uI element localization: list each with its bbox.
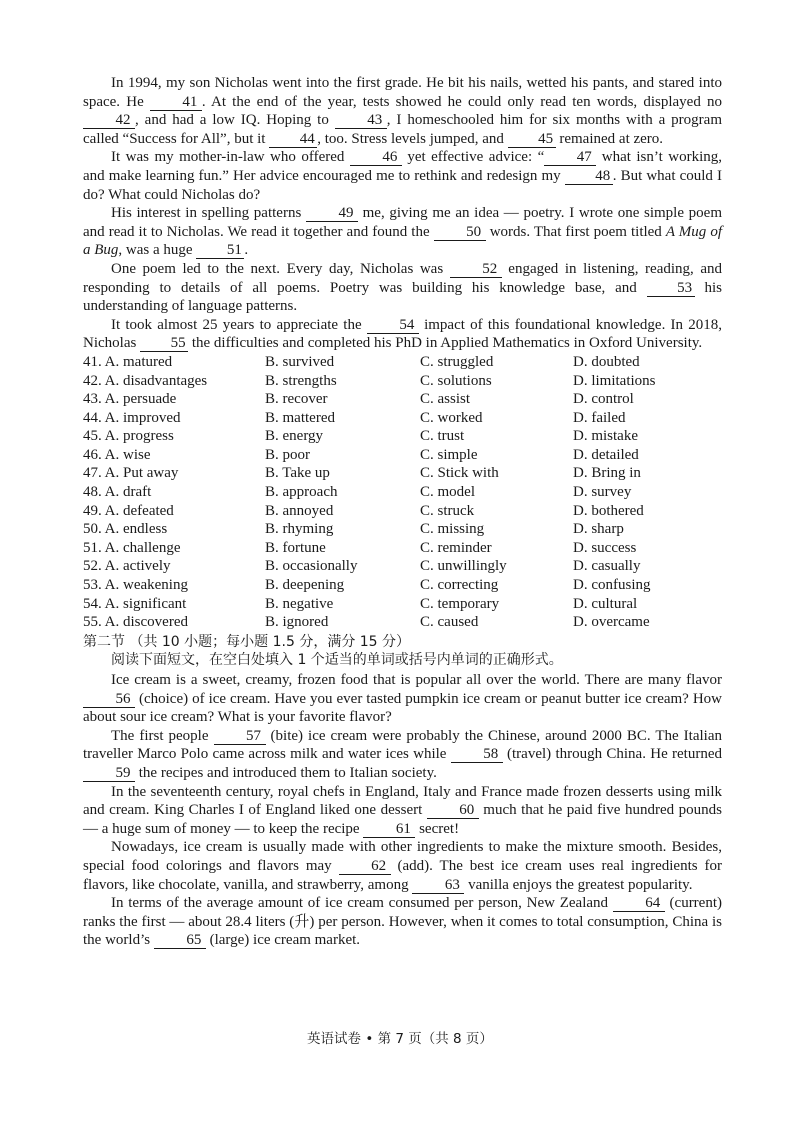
- option-row: [83, 390, 722, 409]
- option-a: 48. A. draft: [83, 484, 152, 501]
- option-d: D. casually: [573, 558, 641, 575]
- passage-text: what isn’t working, and make learning fun.” Her advice encouraged me to rethink and redesign my: [83, 149, 722, 184]
- option-d: D. Bring in: [573, 465, 641, 482]
- blank-63: 63: [412, 878, 464, 894]
- option-c: C. simple: [420, 446, 478, 463]
- passage-text: (travel) through China. He returned: [502, 746, 723, 763]
- option-row: [83, 502, 722, 521]
- option-b: B. deepening: [265, 577, 345, 594]
- option-a: 45. A. progress: [83, 428, 174, 445]
- blank-65: 65: [154, 933, 206, 949]
- blank-53: 53: [647, 281, 695, 297]
- section-heading: 第二节 （共 10 小题；每小题 1.5 分，满分 15 分）: [83, 633, 411, 650]
- answer-options: [83, 353, 722, 632]
- option-b: B. mattered: [265, 409, 335, 426]
- option-c: C. assist: [420, 391, 471, 408]
- option-row: [83, 576, 722, 595]
- option-row: [83, 613, 722, 632]
- option-b: B. strengths: [265, 372, 337, 389]
- option-a: 43. A. persuade: [83, 391, 177, 408]
- passage-text: In 1994, my son Nicholas went into the first grade. He bit his nails, wetted his pants, and stared into space. He: [83, 75, 722, 110]
- option-d: D. control: [573, 391, 634, 408]
- paragraph: [83, 783, 722, 839]
- option-row: [83, 409, 722, 428]
- passage-text: .: [244, 242, 249, 259]
- option-row: [83, 372, 722, 391]
- option-d: D. doubted: [573, 353, 640, 370]
- option-a: 47. A. Put away: [83, 465, 179, 482]
- option-c: C. correcting: [420, 577, 499, 594]
- option-b: B. negative: [265, 595, 334, 612]
- option-a: 41. A. matured: [83, 353, 173, 370]
- passage-text: It was my mother-in-law who offered: [111, 149, 350, 166]
- passage-text: In the seventeenth century, royal chefs in England, Italy and France made frozen desserts using milk and cream. King Charles I of England liked one dessert: [83, 783, 722, 819]
- passage-text: , and had a low IQ. Hoping to: [135, 112, 335, 129]
- passage-text: (large) ice cream market.: [205, 932, 361, 949]
- passage-text: vanilla enjoys the greatest popularity.: [464, 876, 693, 893]
- passage-text: Ice cream is a sweet, creamy, frozen food that is popular all over the world. There are many flavor: [111, 672, 722, 688]
- option-c: C. Stick with: [420, 465, 499, 482]
- passage-text: (add). The best ice cream uses real ingredients for flavors, like chocolate, vanilla, and strawberry, among: [83, 857, 722, 893]
- blank-49: 49: [306, 206, 358, 222]
- option-a: 46. A. wise: [83, 446, 151, 463]
- paragraph: [83, 316, 722, 353]
- option-a: 55. A. discovered: [83, 614, 188, 631]
- option-a: 44. A. improved: [83, 409, 181, 426]
- option-c: C. solutions: [420, 372, 492, 389]
- option-c: C. missing: [420, 521, 485, 538]
- option-row: [83, 483, 722, 502]
- paragraph: [83, 671, 722, 727]
- option-row: [83, 446, 722, 465]
- option-d: D. limitations: [573, 372, 656, 389]
- option-d: D. bothered: [573, 502, 644, 519]
- option-row: [83, 539, 722, 558]
- blank-45: 45: [508, 132, 556, 148]
- blank-60: 60: [427, 803, 479, 819]
- passage-text: much that he paid five hundred pounds — a huge sum of money — to keep the recipe: [83, 802, 722, 837]
- passage-text: , I homeschooled him for six months with a program called “Success for All”, but it: [83, 112, 722, 147]
- option-b: B. poor: [265, 446, 310, 463]
- paragraph: [83, 148, 722, 204]
- passage-text: , too. Stress levels jumped, and: [317, 130, 508, 147]
- paragraph: [83, 74, 722, 148]
- passage-text: The first people: [111, 727, 214, 744]
- passage-text: . At the end of the year, tests showed he could only read ten words, displayed no: [201, 93, 722, 110]
- passage-text: the difficulties and completed his PhD in Applied Mathematics in Oxford University.: [188, 335, 703, 352]
- option-a: 52. A. actively: [83, 558, 171, 575]
- passage-text: the recipes and introduced them to Italian society.: [135, 764, 437, 781]
- option-a: 51. A. challenge: [83, 539, 181, 556]
- option-b: B. survived: [265, 353, 335, 370]
- option-d: D. success: [573, 539, 637, 556]
- passage-text: In terms of the average amount of ice cream consumed per person, New Zealand: [111, 895, 613, 912]
- option-row: [83, 557, 722, 576]
- option-c: C. caused: [420, 614, 479, 631]
- blank-44: 44: [269, 132, 317, 148]
- passage-text: secret!: [415, 820, 460, 837]
- paragraph: [83, 260, 722, 316]
- option-d: D. cultural: [573, 595, 638, 612]
- paragraph: [83, 894, 722, 950]
- blank-54: 54: [367, 318, 419, 334]
- option-a: 53. A. weakening: [83, 577, 188, 594]
- passage-text: (current) ranks the first — about 28.4 liters (升) per person. However, when it comes to total consumption, China is the world’s: [83, 895, 722, 949]
- passage-text: engaged in listening, reading, and responding to details of all poems. Poetry was building his knowledge base, and: [83, 260, 722, 296]
- option-c: C. reminder: [420, 539, 492, 556]
- blank-43: 43: [335, 113, 387, 129]
- blank-52: 52: [450, 262, 502, 278]
- option-c: C. model: [420, 484, 475, 501]
- blank-57: 57: [214, 729, 266, 745]
- option-d: D. confusing: [573, 577, 651, 594]
- option-d: D. sharp: [573, 521, 624, 538]
- option-d: D. detailed: [573, 446, 639, 463]
- option-b: B. occasionally: [265, 558, 358, 575]
- option-d: D. survey: [573, 484, 632, 501]
- paragraph: [83, 727, 722, 783]
- option-row: [83, 464, 722, 483]
- option-b: B. fortune: [265, 539, 326, 556]
- paragraph: [83, 838, 722, 894]
- passage-text: his understanding of language patterns.: [83, 279, 722, 315]
- option-d: D. failed: [573, 409, 626, 426]
- cloze-passage: [83, 74, 722, 353]
- blank-64: 64: [613, 896, 665, 912]
- option-a: 54. A. significant: [83, 595, 187, 612]
- option-row: [83, 595, 722, 614]
- option-row: [83, 427, 722, 446]
- passage-text: words. That first poem titled: [485, 223, 666, 240]
- page-footer: 英语试卷 • 第 7 页（共 8 页）: [307, 1031, 493, 1047]
- blank-50: 50: [434, 225, 486, 241]
- option-b: B. rhyming: [265, 521, 334, 538]
- passage-text: One poem led to the next. Every day, Nicholas was: [111, 260, 450, 277]
- blank-61: 61: [363, 822, 415, 838]
- option-row: [83, 353, 722, 372]
- option-c: C. struck: [420, 502, 475, 519]
- option-c: C. temporary: [420, 595, 500, 612]
- option-d: D. mistake: [573, 428, 638, 445]
- blank-51: 51: [196, 243, 244, 259]
- blank-41: 41: [150, 95, 202, 111]
- option-a: 50. A. endless: [83, 521, 168, 538]
- option-b: B. approach: [265, 484, 338, 501]
- option-c: C. struggled: [420, 353, 494, 370]
- option-c: C. unwillingly: [420, 558, 507, 575]
- option-b: B. recover: [265, 391, 328, 408]
- option-d: D. overcame: [573, 614, 650, 631]
- blank-56: 56: [83, 692, 135, 708]
- blank-62: 62: [339, 859, 391, 875]
- option-a: 42. A. disadvantages: [83, 372, 208, 389]
- grammar-passage: [83, 671, 722, 950]
- passage-text: . But what could I do? What could Nicholas do?: [83, 167, 722, 203]
- option-a: 49. A. defeated: [83, 502, 174, 519]
- blank-55: 55: [140, 336, 188, 352]
- option-b: B. ignored: [265, 614, 329, 631]
- paragraph: [83, 204, 722, 260]
- passage-text: remained at zero.: [555, 130, 664, 147]
- blank-59: 59: [83, 766, 135, 782]
- passage-text: His interest in spelling patterns: [111, 205, 306, 222]
- passage-text: Nowadays, ice cream is usually made with other ingredients to make the mixture smooth. Besides, special food colorings and flavors may: [83, 839, 722, 874]
- passage-text: , was a huge: [118, 242, 197, 259]
- blank-48: 48: [565, 169, 613, 185]
- blank-58: 58: [451, 747, 503, 763]
- passage-text: It took almost 25 years to appreciate the: [111, 316, 367, 333]
- blank-46: 46: [350, 150, 402, 166]
- poem-title: A Mug of a Bug: [83, 223, 722, 259]
- passage-text: me, giving me an idea — poetry. I wrote one simple poem and read it to Nicholas. We read it together and found the: [83, 205, 722, 240]
- blank-42: 42: [83, 113, 135, 129]
- option-b: B. energy: [265, 428, 324, 445]
- section-instruction: 阅读下面短文，在空白处填入 1 个适当的单词或括号内单词的正确形式。: [111, 652, 563, 669]
- option-c: C. worked: [420, 409, 483, 426]
- passage-text: (choice) of ice cream. Have you ever tasted pumpkin ice cream or peanut butter ice cream? How about sour ice cream? What is your favorite flavor?: [83, 690, 722, 726]
- passage-text: yet effective advice: “: [401, 149, 545, 166]
- option-b: B. Take up: [265, 465, 330, 482]
- option-c: C. trust: [420, 428, 465, 445]
- option-row: [83, 520, 722, 539]
- option-b: B. annoyed: [265, 502, 334, 519]
- passage-text: impact of this foundational knowledge. In 2018, Nicholas: [83, 316, 723, 352]
- passage-text: (bite) ice cream were probably the Chinese, around 2000 BC. The Italian traveller Marco Polo came across milk and water ices while: [83, 727, 722, 763]
- blank-47: 47: [544, 150, 596, 166]
